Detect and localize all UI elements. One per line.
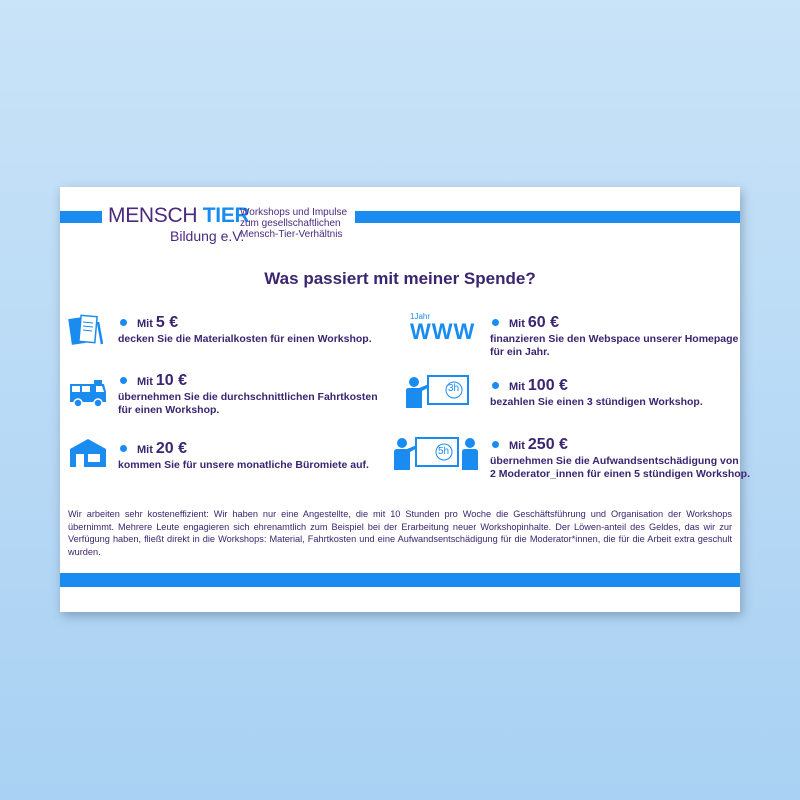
logo-mensch: MENSCH: [108, 204, 198, 227]
description: für ein Jahr.: [490, 346, 550, 358]
donation-card: [60, 187, 750, 612]
mit-label: Mit: [137, 376, 153, 388]
mit-label: Mit: [509, 318, 525, 330]
bullet-icon: [120, 319, 127, 326]
logo-tier: TIER: [202, 204, 250, 227]
description: bezahlen Sie einen 3 stündigen Workshop.: [490, 396, 703, 408]
amount: 5 €: [155, 314, 179, 331]
info-paragraph: Wir arbeiten sehr kosteneffizient: Wir haben nur eine Angestellte, die mit 10 Stunden pro Woche die Geschäftsführung und Organisation der Workshops übernimmt. Mehrere Leute engagieren sich ehrenamtlich zum Beispiel bei der Erarbeitung neuer Workshopinhalte. Der Löwen-anteil des Geldes, das wir zur Verfügung haben, fließt direkt in die Workshops: Material, Fahrtkosten und eine Aufwandsentschädigung für die Moderator*innen, die für die Arbeit extra geschult wurden.: [68, 509, 732, 557]
description: 2 Moderator_innen für einen 5 stündigen Workshop.: [490, 468, 750, 480]
tagline-line: Mensch-Tier-Verhältnis: [240, 229, 343, 240]
www-year-label: 1Jahr: [410, 312, 431, 321]
www-icon: [410, 312, 480, 343]
www-label: WWW: [410, 319, 476, 344]
hours-label: 3h: [448, 383, 460, 394]
top-band-right: [355, 211, 740, 223]
van-icon: [68, 376, 108, 408]
mit-label: Mit: [509, 381, 525, 393]
description: für einen Workshop.: [118, 404, 220, 416]
description: übernehmen Sie die Aufwandsentschädigung von: [490, 455, 739, 467]
description: übernehmen Sie die durchschnittlichen Fahrtkosten: [118, 391, 378, 403]
presenter-3h-icon: [402, 374, 472, 410]
logo-subtitle: Bildung e.V.: [170, 228, 245, 244]
bullet-icon: [492, 319, 499, 326]
mit-label: Mit: [509, 440, 525, 452]
amount: 10 €: [155, 372, 188, 389]
page-title: Was passiert mit meiner Spende?: [264, 269, 536, 288]
amount: 100 €: [527, 377, 568, 394]
description: finanzieren Sie den Webspace unserer Homepage: [490, 333, 739, 345]
amount: 250 €: [527, 436, 568, 453]
bullet-icon: [492, 441, 499, 448]
description: kommen Sie für unsere monatliche Büromiete auf.: [118, 459, 369, 471]
top-band-left: [60, 211, 102, 223]
tagline-line: Workshops und Impulse: [240, 207, 348, 218]
hours-label: 5h: [438, 446, 450, 457]
amount: 20 €: [155, 440, 188, 457]
mit-label: Mit: [137, 318, 153, 330]
bullet-icon: [120, 377, 127, 384]
documents-icon: [68, 314, 108, 348]
logo: [108, 204, 250, 244]
bullet-icon: [120, 445, 127, 452]
amount: 60 €: [527, 314, 560, 331]
description: decken Sie die Materialkosten für einen Workshop.: [118, 333, 372, 345]
bottom-band: [60, 573, 740, 587]
office-building-icon: [68, 437, 108, 471]
tagline-line: zum gesellschaftlichen: [240, 218, 341, 229]
presenters-5h-icon: [390, 436, 482, 472]
mit-label: Mit: [137, 444, 153, 456]
tagline: [240, 207, 355, 240]
bullet-icon: [492, 382, 499, 389]
